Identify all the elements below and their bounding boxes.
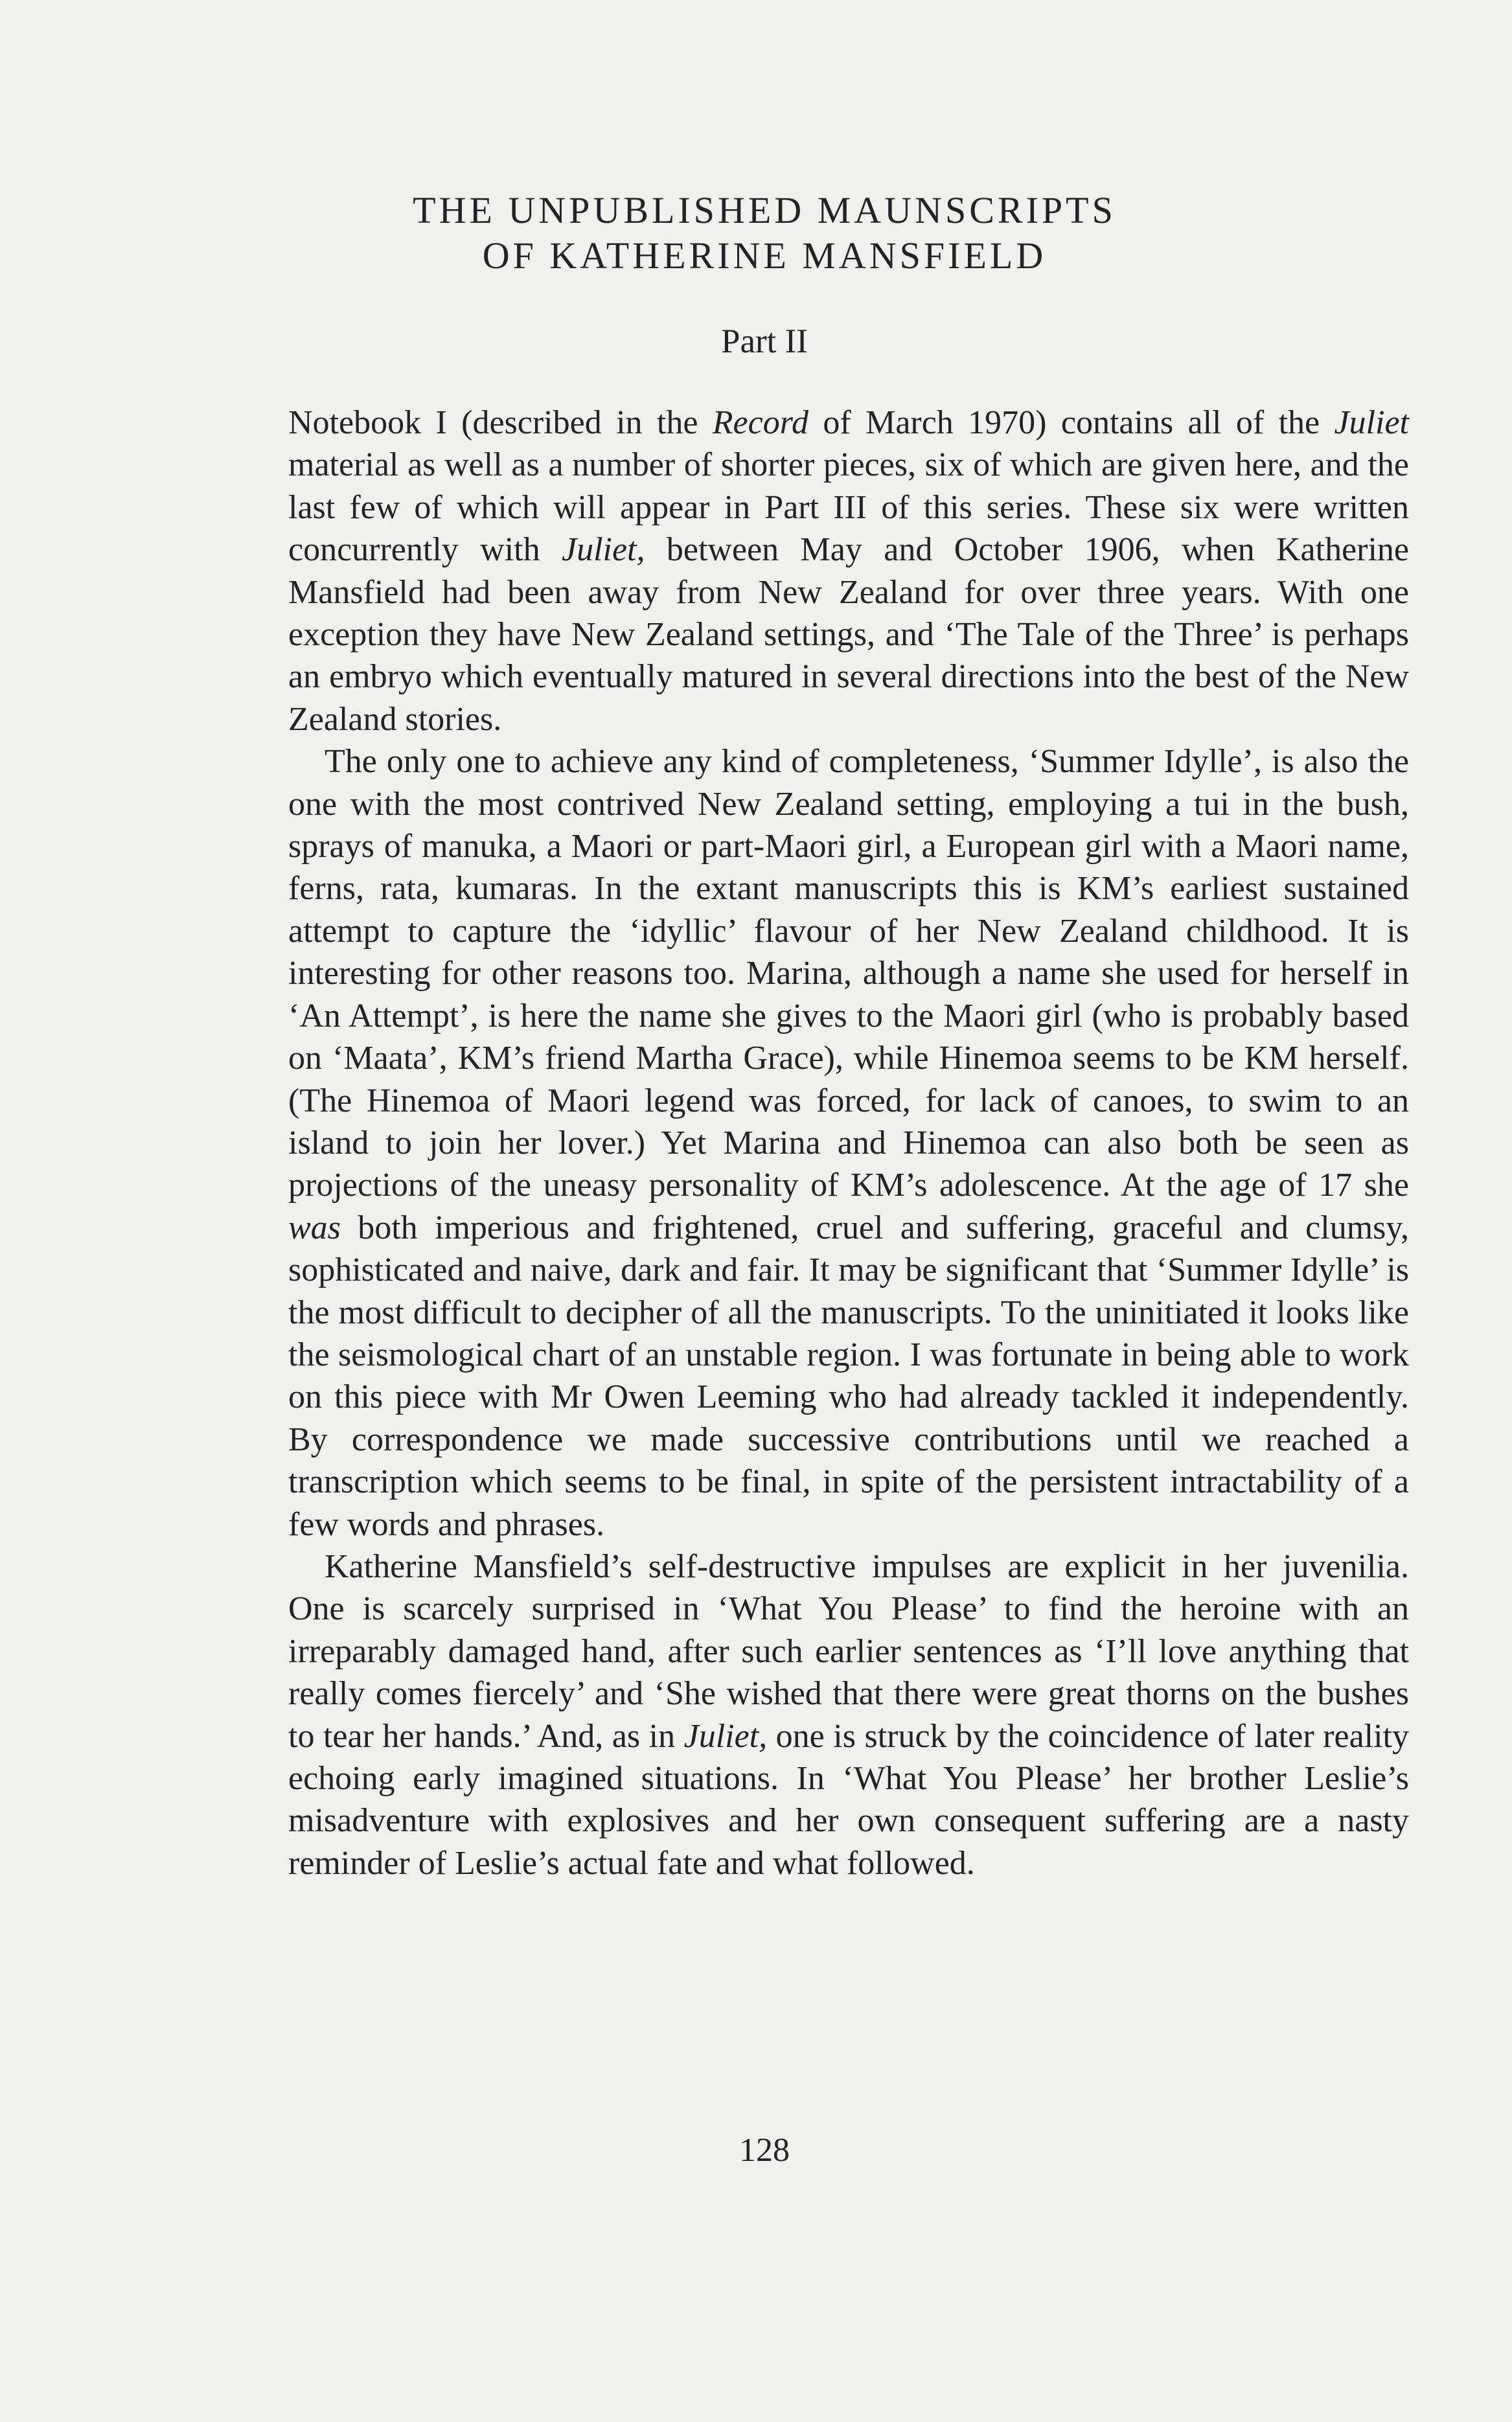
paragraph-1-text-2: of March 1970) contains all of the: [808, 404, 1334, 441]
paragraph-3-text-1: Katherine Mansfield’s self-destructive impulses are explicit in her juvenilia. One is scarcely surprised in ‘What You Please’ to find the heroine with an irreparably damaged hand, after such earlier sentences as ‘I’ll love anything that really comes fiercely’ and ‘She wished that there were great thorns on the bushes to tear her hands.’ And, as in: [288, 1548, 1409, 1755]
paragraph-2: [288, 740, 1409, 1546]
paragraph-1-text-4: between May and October 1906, when Katherine Mansfield had been away from New Zealand for over three years. With one exception they have New Zealand settings, and ‘The Tale of the Three’ is perhaps an embryo which eventually matured in several directions into the best of the New Zealand stories.: [288, 531, 1409, 738]
article-body: [288, 402, 1409, 1884]
paragraph-1-italic-juliet-2: Juliet,: [562, 531, 645, 569]
paragraph-1-italic-record: Record: [712, 404, 809, 441]
paragraph-3-text-2: one is struck by the coincidence of later reality echoing early imagined situations. In ‘What You Please’ her brother Leslie’s misadventure with explosives and her own consequent suffering are a nasty reminder of Leslie’s actual fate and what followed.: [288, 1717, 1409, 1882]
article-title-line-2: OF KATHERINE MANSFIELD: [482, 234, 1047, 277]
paragraph-2-text-1: The only one to achieve any kind of completeness, ‘Summer Idylle’, is also the one with the most contrived New Zealand setting, employing a tui in the bush, sprays of manuka, a Maori or part-Maori girl, a European girl with a Maori name, ferns, rata, kumaras. In the extant manuscripts this is KM’s earliest sustained attempt to capture the ‘idyllic’ flavour of her New Zealand childhood. It is interesting for other reasons too. Marina, although a name she used for herself in ‘An Attempt’, is here the name she gives to the Maori girl (who is probably based on ‘Maata’, KM’s friend Martha Grace), while Hinemoa seems to be KM herself. (The Hinemoa of Maori legend was forced, for lack of canoes, to swim to an island to join her lover.) Yet Marina and Hinemoa can also both be seen as projections of the uneasy personality of KM’s adolescence. At the age of 17 she: [288, 743, 1409, 1204]
paragraph-1: [288, 402, 1409, 740]
part-heading: Part II: [721, 323, 808, 360]
paragraph-3: [288, 1546, 1409, 1884]
paragraph-1-text-1: Notebook I (described in the: [288, 404, 713, 441]
paragraph-2-italic-was: was: [288, 1209, 341, 1246]
paragraph-1-italic-juliet: Juliet: [1334, 404, 1409, 441]
article-title-line-1: THE UNPUBLISHED MAUNSCRIPTS: [413, 189, 1116, 231]
page-number: 128: [739, 2132, 790, 2169]
paragraph-3-italic-juliet: Juliet,: [683, 1717, 768, 1755]
paragraph-1-text-3: material as well as a number of shorter pieces, six of which are given here, and the last few of which will appear in Part III of this series. These six were written concurrently with: [288, 446, 1409, 569]
paragraph-2-text-2: both imperious and frightened, cruel and suffering, graceful and clumsy, sophisticated and naive, dark and fair. It may be significant that ‘Summer Idylle’ is the most difficult to decipher of all the manuscripts. To the uninitiated it looks like the seismological chart of an unstable region. I was fortunate in being able to work on this piece with Mr Owen Leeming who had already tackled it independently. By correspondence we made successive contributions until we reached a transcription which seems to be final, in spite of the persistent intractability of a few words and phrases.: [288, 1209, 1409, 1543]
